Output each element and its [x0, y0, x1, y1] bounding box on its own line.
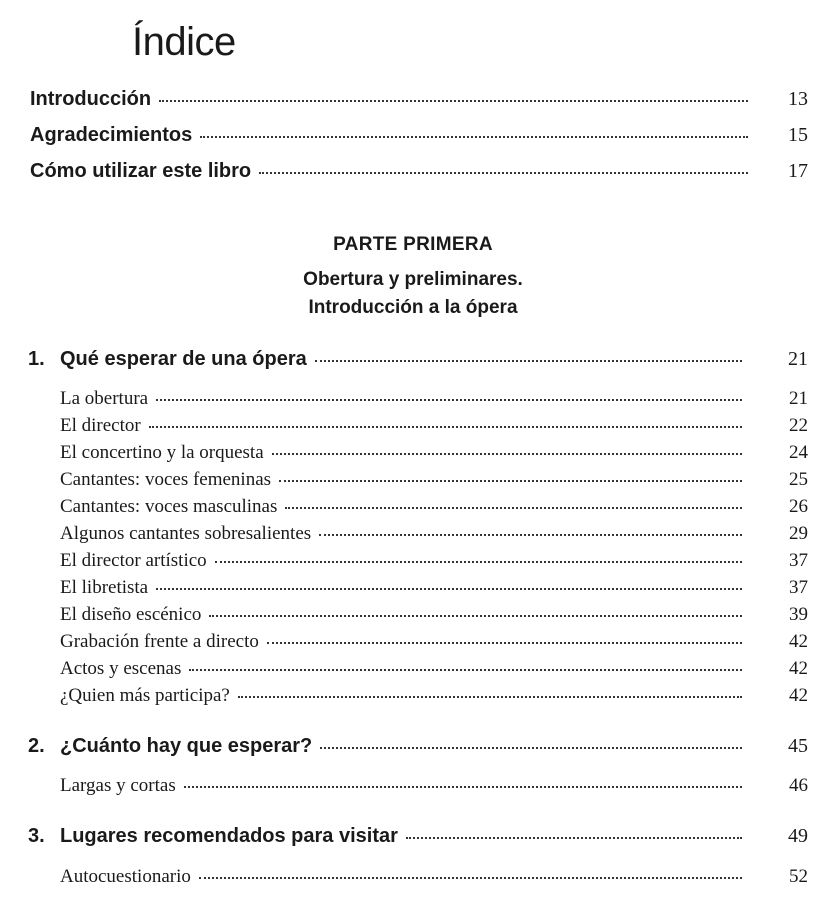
dot-leader [319, 534, 742, 536]
chapter-title: Qué esperar de una ópera [60, 348, 307, 370]
section-label: Autocuestionario [60, 866, 191, 887]
section-entry [0, 523, 826, 545]
section-page: 42 [789, 685, 808, 706]
chapter-heading [28, 348, 307, 371]
section-label: Algunos cantantes sobresalientes [60, 523, 312, 544]
dot-leader [159, 100, 748, 102]
toc-entry-label: Cómo utilizar este libro [30, 160, 252, 182]
section-entry [0, 685, 826, 707]
chapter-3-entry [0, 825, 826, 848]
section-label: El libretista [60, 577, 149, 598]
section-entry [0, 388, 826, 410]
section-label: La obertura [60, 388, 149, 409]
chapter-page: 21 [788, 348, 808, 370]
toc-entry-label: Introducción [30, 88, 152, 110]
dot-leader [209, 615, 742, 617]
chapter-title: Lugares recomendados para visitar [60, 825, 398, 847]
part-subtitle-line1: Obertura y preliminares. [303, 269, 523, 290]
toc-entry-label: Agradecimientos [30, 124, 193, 146]
section-page: 42 [789, 658, 808, 679]
chapter-2-entry [0, 735, 826, 758]
section-page: 26 [789, 496, 808, 517]
toc-entry-page: 15 [788, 124, 808, 146]
section-page: 25 [789, 469, 808, 490]
chapter-1-entry [0, 348, 826, 371]
toc-entry-introduccion [0, 88, 826, 111]
chapter-heading [28, 825, 398, 848]
chapter-number: 3. [28, 825, 45, 847]
section-page: 46 [789, 775, 808, 796]
section-entry [0, 442, 826, 464]
dot-leader [279, 480, 742, 482]
dot-leader [315, 360, 742, 362]
chapter-page: 49 [788, 825, 808, 847]
section-entry [0, 866, 826, 888]
chapter-page: 45 [788, 735, 808, 757]
section-entry [0, 469, 826, 491]
dot-leader [285, 507, 742, 509]
chapter-number: 1. [28, 348, 45, 370]
toc-entry-agradecimientos [0, 124, 826, 147]
part-subtitle-line2: Introducción a la ópera [308, 297, 518, 318]
dot-leader [189, 669, 742, 671]
dot-leader [320, 747, 742, 749]
section-entry [0, 496, 826, 518]
section-label: Largas y cortas [60, 775, 176, 796]
chapter-number: 2. [28, 735, 45, 757]
section-label: Cantantes: voces femeninas [60, 469, 272, 490]
dot-leader [406, 837, 742, 839]
dot-leader [156, 399, 742, 401]
section-page: 37 [789, 577, 808, 598]
section-entry [0, 415, 826, 437]
chapter-heading [28, 735, 312, 758]
dot-leader [267, 642, 742, 644]
section-entry [0, 577, 826, 599]
section-page: 42 [789, 631, 808, 652]
section-entry [0, 658, 826, 680]
toc-entry-como-utilizar [0, 160, 826, 183]
section-label: Grabación frente a directo [60, 631, 259, 652]
part-label: PARTE PRIMERA [333, 234, 493, 255]
dot-leader [259, 172, 748, 174]
dot-leader [199, 877, 742, 879]
dot-leader [156, 588, 742, 590]
dot-leader [272, 453, 742, 455]
dot-leader [215, 561, 742, 563]
section-page: 29 [789, 523, 808, 544]
section-entry [0, 631, 826, 653]
section-label: El director artístico [60, 550, 207, 571]
section-label: Cantantes: voces masculinas [60, 496, 278, 517]
section-label: El concertino y la orquesta [60, 442, 264, 463]
section-page: 22 [789, 415, 808, 436]
dot-leader [184, 786, 742, 788]
section-entry [0, 604, 826, 626]
section-label: Actos y escenas [60, 658, 182, 679]
section-entry [0, 775, 826, 797]
section-label: ¿Quien más participa? [60, 685, 230, 706]
chapter-title: ¿Cuánto hay que esperar? [60, 735, 313, 757]
dot-leader [200, 136, 748, 138]
page-title: Índice [132, 20, 236, 64]
section-entry [0, 550, 826, 572]
section-page: 37 [789, 550, 808, 571]
toc-entry-page: 13 [788, 88, 808, 110]
section-page: 21 [789, 388, 808, 409]
section-label: El diseño escénico [60, 604, 202, 625]
section-page: 24 [789, 442, 808, 463]
section-label: El director [60, 415, 141, 436]
section-page: 39 [789, 604, 808, 625]
toc-entry-page: 17 [788, 160, 808, 182]
dot-leader [149, 426, 742, 428]
section-page: 52 [789, 866, 808, 887]
dot-leader [238, 696, 742, 698]
